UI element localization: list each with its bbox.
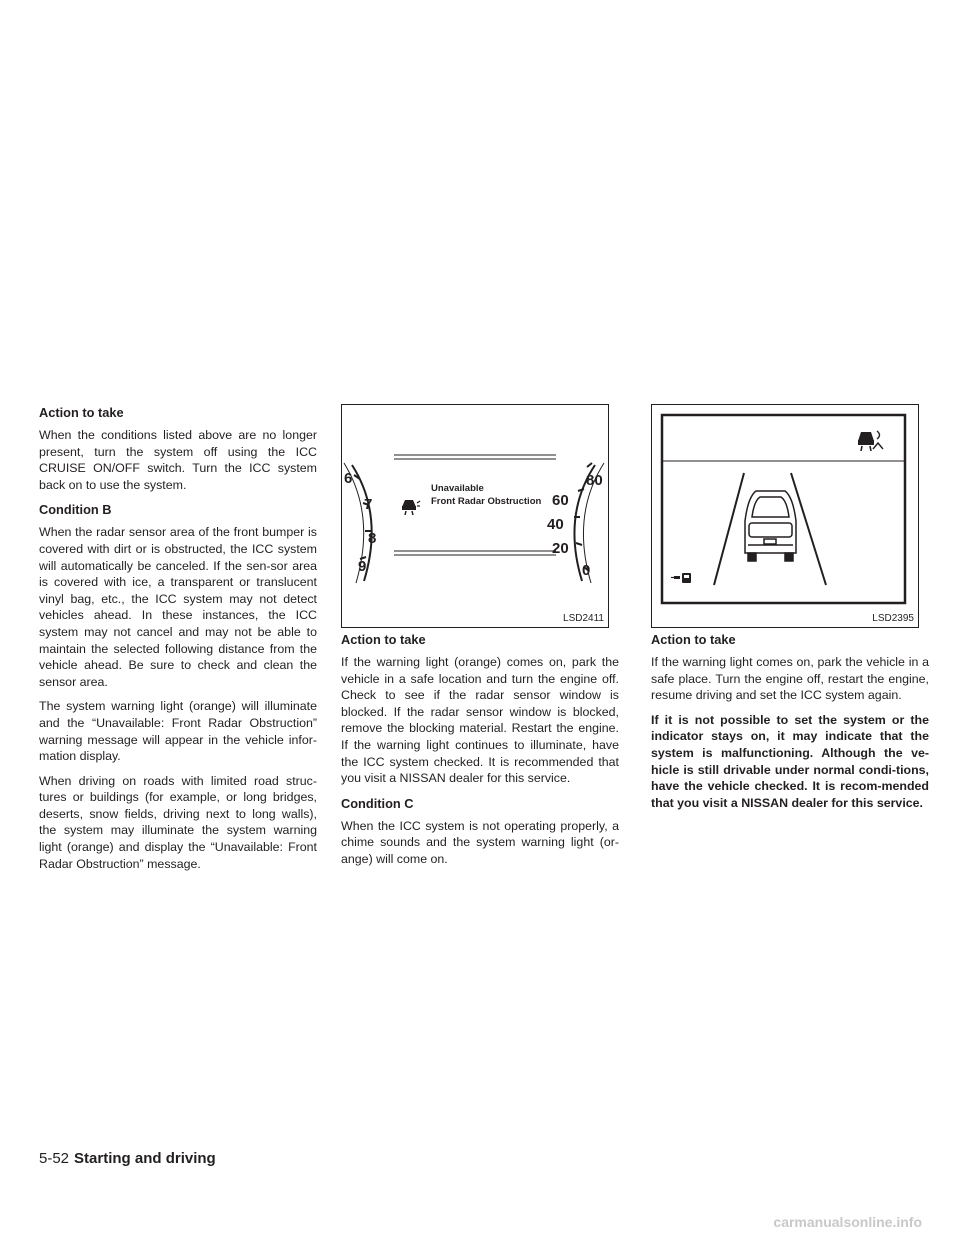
paragraph: When driving on roads with limited road struc-tures or buildings (for example, or long bridges, deserts, snow fields, driving next to long walls), the system may illuminate the system warning light (orange) and display the “Unavailable: Front Radar Obstruction” message. [39,773,317,871]
heading-condition-c: Condition C [341,795,414,811]
display-message-line2: Front Radar Obstruction [431,496,542,507]
speed-tick [578,489,584,491]
tach-number-label: 9 [358,558,367,575]
speed-number-label: 80 [586,472,603,489]
right-column [651,404,929,819]
paragraph: If the warning light comes on, park the vehicle in a safe place. Turn the engine off, restart the engine, resume driving and set the ICC system again. [651,655,929,703]
page-footer [39,1149,216,1169]
car-illustration [745,491,796,561]
figure-code: LSD2395 [872,613,914,624]
speed-number-label: 60 [552,492,569,509]
vehicle-display-illustration [652,405,917,626]
figure-system-warning [651,404,919,628]
display-message-line1: Unavailable [431,483,484,494]
radar-warning-icon [402,500,420,515]
page-number: 5-52 [39,1150,70,1167]
left-column [39,404,317,880]
middle-column [341,404,619,876]
paragraph: When the ICC system is not operating properly, a chime sounds and the system warning light (or-ange) will come on. [341,818,619,866]
figure-front-radar-obstruction [341,404,609,628]
paragraph: If the warning light (orange) comes on, park the vehicle in a safe location and turn the engine off. Check to see if the radar sensor window is blocked. If the radar sensor window is blocked, remove the blocking material. Restart the engine. If the warning light continues to illuminate, have the ICC system checked. It is recommended that you visit a NISSAN dealer for this service. [341,655,619,786]
tach-number-label: 7 [364,496,373,513]
tach-number-label: 8 [368,530,377,547]
bold-warning-paragraph: If it is not possible to set the system or the indicator stays on, it may indicate that the system is malfunctioning. Although the ve-hicle is still drivable under normal condi-tions, have the vehicle checked. It is recom-mended that you visit a NISSAN dealer for this service. [651,712,929,810]
watermark: carmanualsonline.info [773,1214,922,1230]
heading-action-to-take: Action to take [341,632,426,647]
heading-action-to-take: Action to take [39,405,124,420]
speed-number-label: 40 [547,516,564,533]
distance-indicator-icon [671,573,691,583]
figure-code: LSD2411 [563,613,604,624]
heading-condition-b: Condition B [39,502,112,518]
instrument-cluster-illustration [342,405,607,626]
system-warning-icon [858,431,883,451]
paragraph: The system warning light (orange) will illuminate and the “Unavailable: Front Radar Obstruction” warning message will appear in the vehicle infor-mation display. [39,699,317,764]
speed-number-label: 20 [552,540,569,557]
tach-number-label: 6 [344,470,353,487]
heading-action-to-take: Action to take [651,632,736,647]
speed-number-label: 0 [582,562,591,579]
paragraph: When the radar sensor area of the front bumper is covered with dirt or is obstructed, the ICC system will automatically be canceled. If the sen-sor area is covered with ice, a transparent or translucent vinyl bag, etc., the ICC system may not detect vehicles ahead. In these instances, the ICC system may not cancel and may not be able to maintain the selected following distance from the vehicle ahead. Be sure to check and clean the sensor area. [39,525,317,689]
section-title: Starting and driving [74,1150,216,1167]
lane-line-left [714,473,744,585]
paragraph: When the conditions listed above are no longer present, turn the system off using the ICC CRUISE ON/OFF switch. Turn the ICC system back on to use the system. [39,428,317,492]
speed-tick [587,463,592,467]
speed-tick [576,543,582,545]
